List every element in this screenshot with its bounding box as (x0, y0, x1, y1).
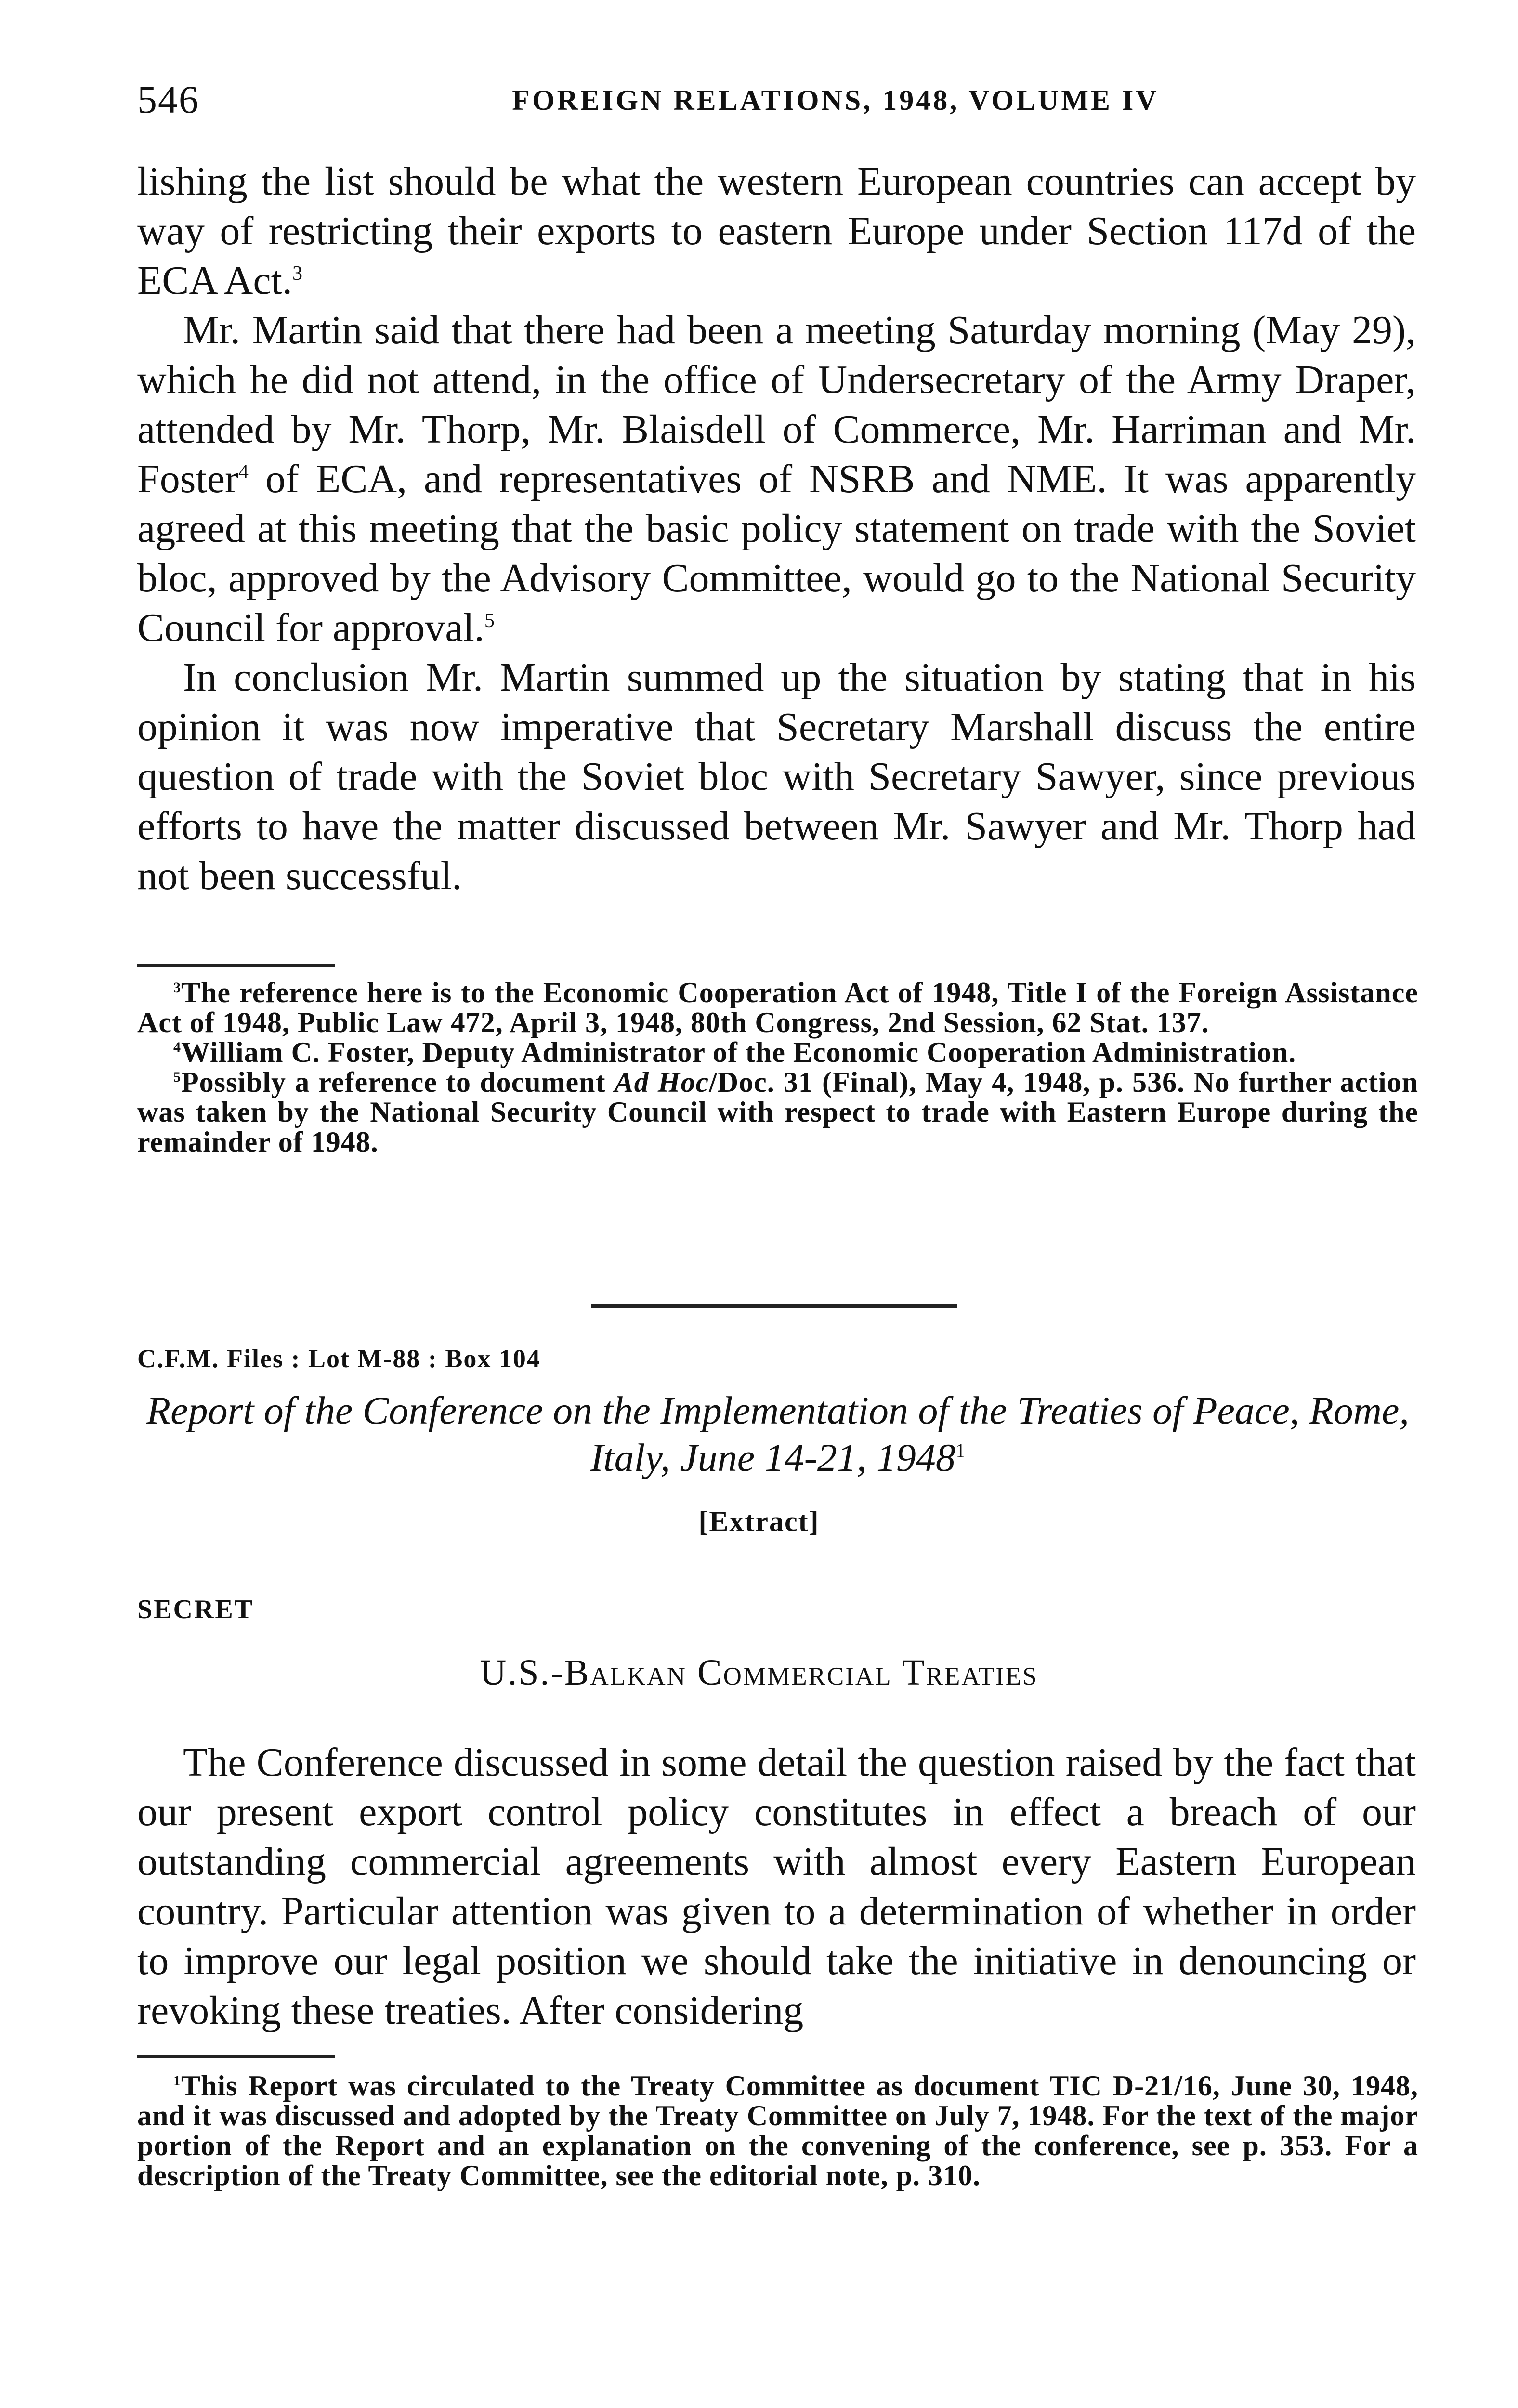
document-title: Report of the Conference on the Implementation of the Treaties of Peace, Rome, Italy, June 14-21, 1948$^1$ (146, 1388, 1409, 1479)
footnote-ref-5: 5 (484, 610, 495, 632)
footnote-4: $^4$William C. Foster, Deputy Administrator of the Economic Cooperation Administration. (173, 1036, 1296, 1068)
running-title: FOREIGN RELATIONS, 1948, VOLUME IV (512, 84, 1159, 116)
body-paragraph-1: lishing the list should be what the western European countries can accept by way of restricting their exports to eastern Europe under Section 117d of the ECA Act.$^3$ (137, 159, 1416, 303)
body-text (137, 157, 1416, 901)
report-body (137, 1738, 1416, 2035)
classification-label: SECRET (137, 1595, 254, 1624)
extract-label: [Extract] (698, 1505, 820, 1537)
footnotes-bottom (137, 2071, 1418, 2190)
file-reference: C.F.M. Files : Lot M-88 : Box 104 (137, 1344, 541, 1373)
footnote-separator-top (137, 964, 335, 967)
footnotes-top (137, 978, 1418, 1157)
running-header (137, 77, 1409, 135)
section-divider (591, 1304, 957, 1308)
footnote-3: $^3$The reference here is to the Economic Cooperation Act of 1948, Title I of the Foreign Assistance Act of 1948, Public Law 472, April 3, 1948, 80th Congress, 2nd Session, 62 Stat. 137. (137, 977, 1418, 1038)
page-number: 546 (137, 78, 199, 121)
footnote-5: $^5$Possibly a reference to document Ad Hoc/Doc. 31 (Final), May 4, 1948, p. 536. No further action was taken by the National Security Council with respect to trade with Eastern Europe during the remainder of 1948. (137, 1066, 1418, 1158)
footnote-ref-4: 4 (238, 461, 249, 483)
footnote-ref-3: 3 (292, 262, 303, 285)
footnote-1: $^1$This Report was circulated to the Treaty Committee as document TIC D-21/16, June 30, 1948, and it was discussed and adopted by the Treaty Committee on July 7, 1948. For the text of the major portion of the Report and an explanation on the convening of the conference, see p. 353. For a description of the Treaty Committee, see the editorial note, p. 310. (137, 2070, 1418, 2191)
body-paragraph-2: Mr. Martin said that there had been a meeting Saturday morning (May 29), which he did not attend, in the office of Undersecretary of the Army Draper, attended by Mr. Thorp, Mr. Blaisdell of Commerce, Mr. Harriman and Mr. Foster$^4$ of ECA, and representatives of NSRB and NME. It was apparently agreed at this meeting that the basic policy statement on trade with the Soviet bloc, approved by the Advisory Committee, would go to the National Security Council for approval.$^5$ (137, 308, 1416, 650)
body-paragraph-3: In conclusion Mr. Martin summed up the situation by stating that in his opinion it was now imperative that Secretary Marshall discuss the entire question of trade with the Soviet bloc with Secretary Sawyer, since previous efforts to have the matter discussed between Mr. Sawyer and Mr. Thorp had not been successful. (137, 655, 1416, 898)
footnote-separator-bottom (137, 2055, 335, 2058)
footnote-ref-1: 1 (955, 1439, 966, 1462)
section-heading: U.S.-Balkan Commercial Treaties (480, 1652, 1038, 1693)
report-paragraph: The Conference discussed in some detail the question raised by the fact that our present export control policy constitutes in effect a breach of our outstanding commercial agreements with almost every Eastern European country. Particular attention was given to a determination of whether in order to improve our legal position we should take the initiative in denouncing or revoking these treaties. After considering (137, 1740, 1416, 2033)
